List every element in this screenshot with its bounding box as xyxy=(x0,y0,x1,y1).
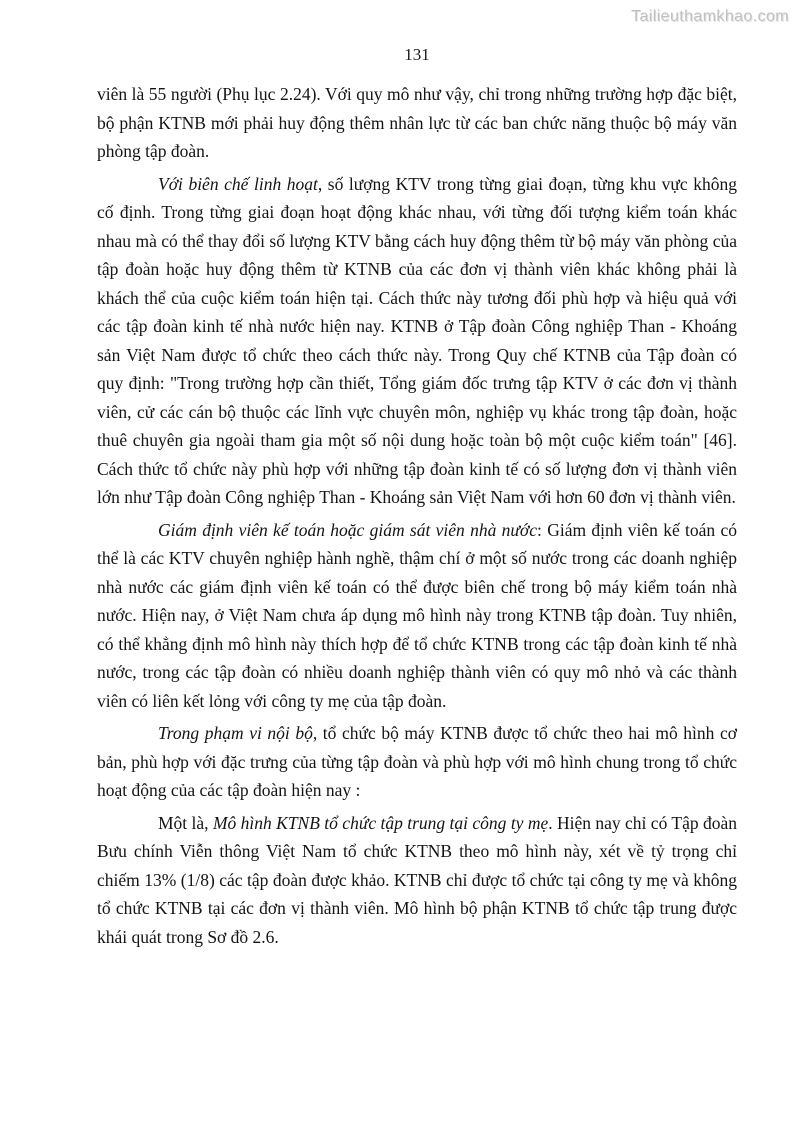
watermark-text: Tailieuthamkhao.com xyxy=(631,8,789,25)
page-number: 131 xyxy=(404,45,430,64)
text-segment: , tổ chức bộ máy KTNB được tổ chức theo hai mô hình cơ bản, phù hợp với đặc trưng của từng tập đoàn và phù hợp với mô hình chung trong tổ chức hoạt động của các tập đoàn hiện nay : xyxy=(97,723,737,800)
body-paragraph xyxy=(97,80,737,166)
italic-lead-phrase: Giám định viên kế toán hoặc giám sát viên nhà nước xyxy=(158,519,538,540)
italic-phrase: Mô hình KTNB tổ chức tập trung tại công ty mẹ xyxy=(212,812,549,833)
body-paragraph xyxy=(97,809,737,952)
text-segment: : Giám định viên kế toán có thể là các KTV chuyên nghiệp hành nghề, thậm chí ở một số nước trong các doanh nghiệp nhà nước các giám định viên kế toán có thể được biên chế trong bộ máy kiểm toán nhà nước. Hiện nay, ở Việt Nam chưa áp dụng mô hình này trong KTNB tập đoàn. Tuy nhiên, có thể khẳng định mô hình này thích hợp để tổ chức KTNB trong các tập đoàn kinh tế nhà nước, trong các tập đoàn có nhiều doanh nghiệp thành viên có quy mô nhỏ và các thành viên có liên kết lỏng với công ty mẹ của tập đoàn. xyxy=(97,519,737,711)
text-segment: . Hiện nay chỉ có Tập đoàn Bưu chính Viễn thông Việt Nam tổ chức KTNB theo mô hình này, xét về tỷ trọng chỉ chiếm 13% (1/8) các tập đoàn được khảo. KTNB chỉ được tổ chức tại công ty mẹ và không tổ chức KTNB tại các đơn vị thành viên. Mô hình bộ phận KTNB tổ chức tập trung được khái quát trong Sơ đồ 2.6. xyxy=(97,812,737,947)
text-segment: viên là 55 người (Phụ lục 2.24). Với quy mô như vậy, chỉ trong những trường hợp đặc biệt, bộ phận KTNB mới phải huy động thêm nhân lực từ các ban chức năng thuộc bộ máy văn phòng tập đoàn. xyxy=(97,84,737,161)
italic-lead-phrase: Trong phạm vi nội bộ xyxy=(158,723,313,743)
document-body xyxy=(97,80,737,951)
text-segment: , số lượng KTV trong từng giai đoạn, từng khu vực không cố định. Trong từng giai đoạn hoạt động khác nhau, với từng đối tượng kiểm toán khác nhau mà có thể thay đổi số lượng KTV bằng cách huy động thêm từ bộ máy văn phòng của tập đoàn hoặc huy động thêm từ KTNB của các đơn vị thành viên khác không phải là khách thể của cuộc kiểm toán hiện tại. Cách thức này tương đối phù hợp và hiệu quả với các tập đoàn kinh tế nhà nước hiện nay. KTNB ở Tập đoàn Công nghiệp Than - Khoáng sản Việt Nam được tổ chức theo cách thức này. Trong Quy chế KTNB của Tập đoàn có quy định: "Trong trường hợp cần thiết, Tổng giám đốc trưng tập KTV ở các đơn vị thành viên, cử các cán bộ thuộc các lĩnh vực chuyên môn, nghiệp vụ khác trong tập đoàn, hoặc thuê chuyên gia ngoài tham gia một số nội dung hoặc toàn bộ một cuộc kiểm toán" [46]. Cách thức tổ chức này phù hợp với những tập đoàn kinh tế có số lượng đơn vị thành viên lớn như Tập đoàn Công nghiệp Than - Khoáng sản Việt Nam với hơn 60 đơn vị thành viên. xyxy=(97,173,737,507)
body-paragraph xyxy=(97,516,737,716)
italic-lead-phrase: Với biên chế linh hoạt xyxy=(158,173,318,194)
body-paragraph xyxy=(97,719,737,805)
body-paragraph xyxy=(97,170,737,512)
text-segment: Một là, xyxy=(158,812,213,833)
